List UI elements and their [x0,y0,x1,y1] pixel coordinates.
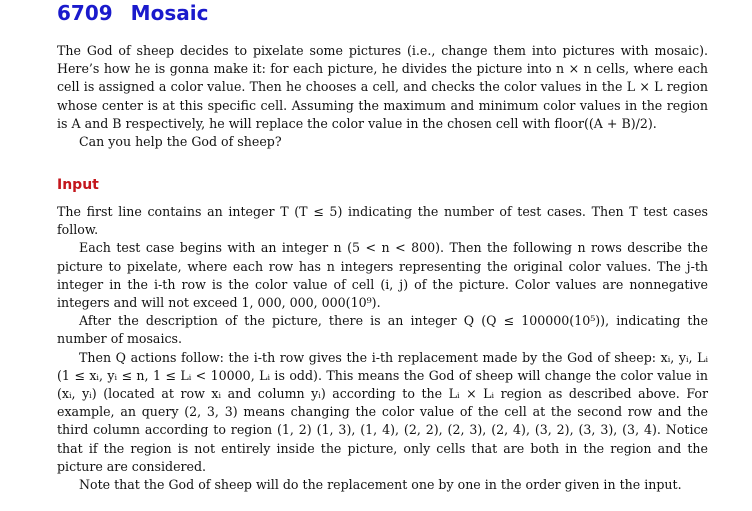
input-paragraph-5: Note that the God of sheep will do the replacement one by one in the order given in the input. [79,477,682,493]
input-paragraph-3: After the description of the picture, there is an integer Q (Q ≤ 100000(10⁵)), indicating the number of mosaics. [57,313,708,347]
input-heading: Input [57,177,99,193]
problem-statement [57,42,708,151]
problem-title [57,0,208,28]
statement-paragraph-1: The God of sheep decides to pixelate some pictures (i.e., change them into pictures with mosaic). Here’s how he is gonna make it: for each picture, he divides the picture into n × n cells, where each cell is assigned a color value. Then he chooses a cell, and checks the color values in the L × L region whose center is at this specific cell. Assuming the maximum and minimum color values in the region is A and B respectively, he will replace the color value in the chosen cell with floor((A + B)/2). [57,43,708,131]
input-paragraph-2: Each test case begins with an integer n (5 < n < 800). Then the following n rows describe the picture to pixelate, where each row has n integers representing the original color values. The j-th integer in the i-th row is the color value of cell (i, j) of the picture. Color values are nonnegative integers and will not exceed 1, 000, 000, 000(10⁹). [57,240,708,311]
input-paragraph-1: The first line contains an integer T (T ≤ 5) indicating the number of test cases. Then T test cases follow. [57,204,708,238]
problem-name: Mosaic [130,1,209,25]
input-paragraph-4: Then Q actions follow: the i-th row gives the i-th replacement made by the God of sheep: xᵢ, yᵢ, Lᵢ (1 ≤ xᵢ, yᵢ ≤ n, 1 ≤ Lᵢ < 10000, Lᵢ is odd). This means the God of sheep will change the color value in (xᵢ, yᵢ) (located at row xᵢ and column yᵢ) according to the Lᵢ × Lᵢ region as described above. For example, an query (2, 3, 3) means changing the color value of the cell at the second row and the third column according to region (1, 2) (1, 3), (1, 4), (2, 2), (2, 3), (2, 4), (3, 2), (3, 3), (3, 4). Notice that if the region is not entirely inside the picture, only cells that are both in the region and the picture are considered. [57,349,708,474]
input-description [57,203,708,494]
statement-paragraph-2: Can you help the God of sheep? [79,134,282,150]
problem-number: 6709 [57,1,113,25]
